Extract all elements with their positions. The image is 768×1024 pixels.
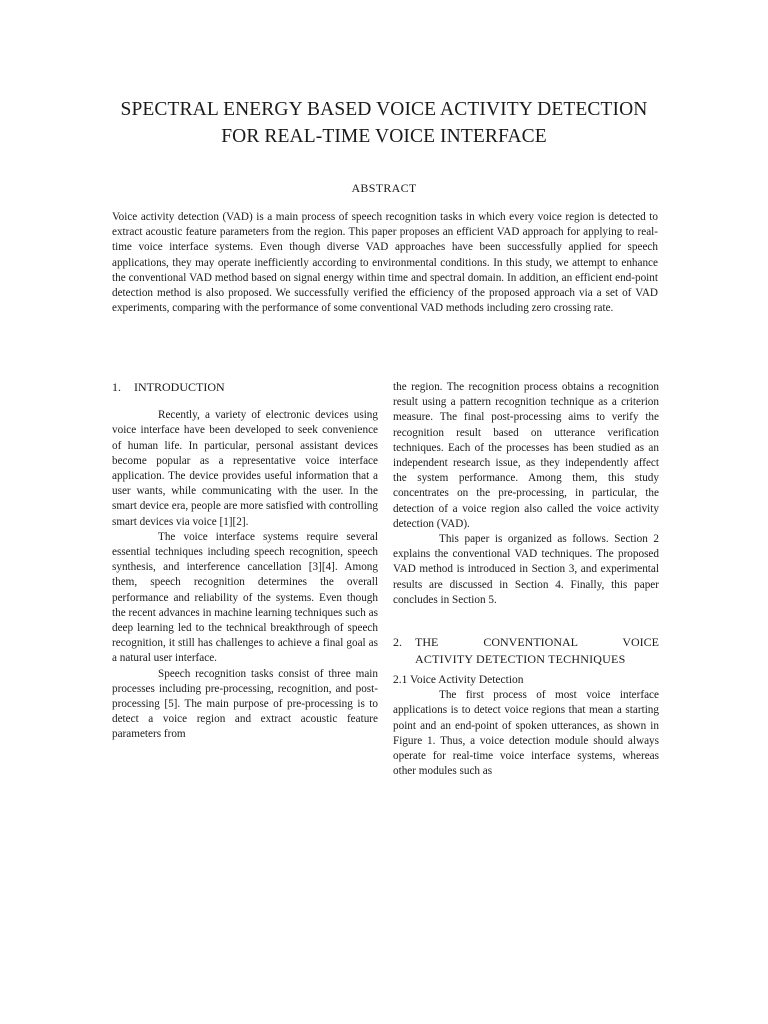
section-1-heading [112,380,378,395]
subsection-2-1-paragraph: The first process of most voice interface applications is to detect voice regions that mean a starting point and an end-point of spoken utterances, as shown in Figure 1. Thus, a voice detection module should always operate for real-time voice interface systems, whereas other modules such as [393,689,659,778]
intro-paragraph-2: The voice interface systems require several essential techniques including speech recognition, speech synthesis, and interference cancellation [3][4]. Among them, speech recognition determines the overall performance and reliability of the systems. Even though the recent advances in machine learning techniques such as deep learning led to the technical breakthrough of speech recognition, it still has challenges to achieve a final goal as a natural user interface. [112,530,378,665]
intro-paragraph-3: Speech recognition tasks consist of three main processes including pre-processing, recognition, and post-processing [5]. The main purpose of pre-processing is to detect a voice region and extract acoustic feature parameters from [112,667,378,741]
intro-paragraph-1: Recently, a variety of electronic devices using voice interface have been developed to seek convenience of human life. In particular, personal assistant devices become popular as a representative voice interface application. The device provides useful information that a user wants, while communicating with the user. In the smart device era, people are more satisfied with controlling smart devices via voice [1][2]. [112,409,378,528]
section-1-title: INTRODUCTION [134,380,225,394]
section-2-title-line-2: ACTIVITY DETECTION TECHNIQUES [415,652,626,667]
abstract-heading: ABSTRACT [351,181,417,195]
intro-paragraph-3-continued: the region. The recognition process obtains a recognition result using a pattern recognition technique as a criterion measure. The final post-processing aims to verify the recognition result based on utterance verification techniques. Each of the processes has been studied as an independent research issue, as they independently affect the system performance. Among them, this study concentrates on the pre-processing, in particular, the detection of a voice region also called the voice activity detection (VAD). [393,381,659,530]
intro-paragraph-4: This paper is organized as follows. Section 2 explains the conventional VAD techniques. The proposed VAD method is introduced in Section 3, and experimental results are discussed in Section 4. Finally, this paper concludes in Section 5. [393,533,659,606]
paper-title-line-2: FOR REAL-TIME VOICE INTERFACE [221,126,547,147]
abstract-text: Voice activity detection (VAD) is a main process of speech recognition tasks in which every voice region is detected to extract acoustic feature parameters from the region. This paper proposes an efficient VAD approach for applying to real-time voice interface systems. Even though diverse VAD approaches have been successfully applied for speech applications, they may operate inefficiently according to environmental conditions. In this study, we attempt to enhance the conventional VAD method based on signal energy within time and spectral domain. In addition, an efficient end-point detection method is also proposed. We successfully verified the efficiency of the proposed approach via a set of VAD experiments, comparing with the performance of some conventional VAD methods including zero crossing rate. [112,211,658,315]
paper-title-line-1: SPECTRAL ENERGY BASED VOICE ACTIVITY DETECTION [120,99,648,120]
section-2-number: 2. [393,635,402,650]
subsection-2-1-heading: 2.1 Voice Activity Detection [393,674,524,687]
right-column [393,380,659,779]
section-2-title-line-1: THE CONVENTIONAL VOICE [415,635,659,650]
section-2-heading [393,634,659,668]
left-column [112,380,378,743]
section-1-number: 1. [112,380,121,394]
paper-title [60,96,708,150]
